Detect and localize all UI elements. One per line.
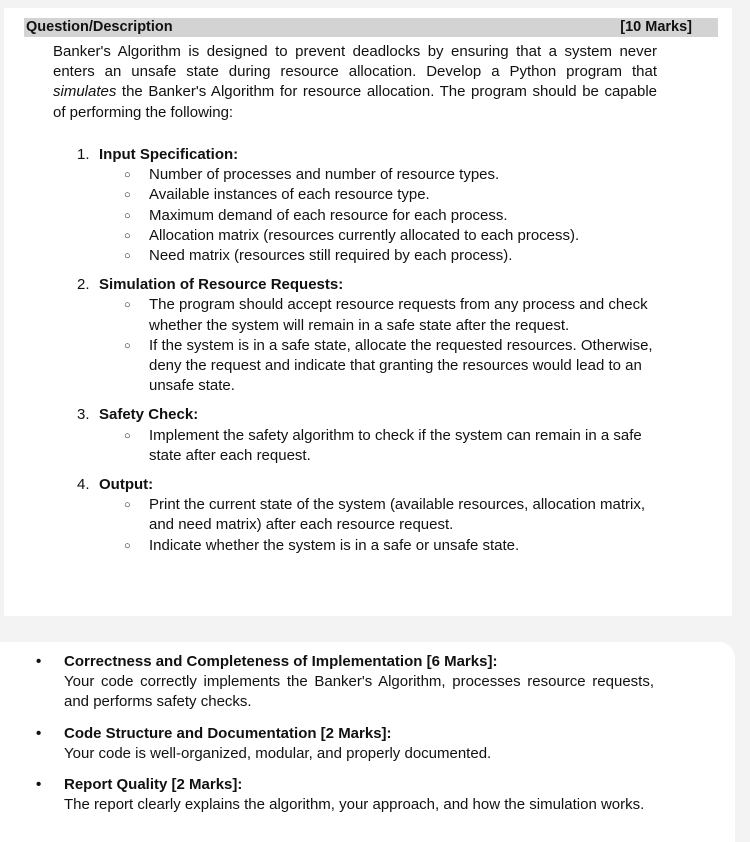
list-item (77, 426, 667, 466)
circle-bullet-icon: ○ (124, 299, 131, 312)
list-item-text: Available instances of each resource type. (149, 186, 430, 204)
criterion-description: Your code correctly implements the Banker's Algorithm, processes resource requests, and performs safety checks. (64, 673, 654, 711)
circle-bullet-icon: ○ (124, 499, 131, 512)
intro-text: Banker's Algorithm is designed to prevent deadlocks by ensuring that a system never enters an unsafe state during resource allocation. Develop a Python program that (53, 43, 657, 81)
list-item-text: Implement the safety algorithm to check if the system can remain in a safe state after each request. (149, 426, 642, 464)
section-title (77, 405, 667, 425)
criterion-title: Correctness and Completeness of Implementation [6 Marks]: (64, 653, 498, 670)
list-item-text: Print the current state of the system (available resources, allocation matrix, and need matrix) after each resource request. (149, 496, 646, 534)
section-4 (77, 475, 667, 556)
criterion-item (0, 652, 654, 713)
circle-bullet-icon: ○ (124, 169, 131, 182)
criteria-list (0, 652, 735, 826)
criterion-description: Your code is well-organized, modular, and properly documented. (64, 744, 492, 762)
question-header (24, 18, 718, 37)
list-item (77, 246, 667, 266)
list-item (77, 495, 667, 535)
list-item (77, 336, 667, 397)
circle-bullet-icon: ○ (124, 539, 131, 552)
bullet-icon: • (36, 776, 42, 794)
circle-bullet-icon: ○ (124, 429, 131, 442)
question-title: Question/Description (26, 19, 173, 35)
intro-paragraph (53, 42, 657, 123)
list-item-text: The program should accept resource requests from any process and check whether the system will remain in a safe state after the request. (149, 296, 648, 334)
section-number: 1. (77, 146, 90, 163)
requirements-list (77, 145, 667, 565)
list-item-text: Indicate whether the system is in a safe or unsafe state. (149, 536, 520, 554)
list-item-text: If the system is in a safe state, allocate the requested resources. Otherwise, deny the request and indicate that granting the resources would lead to an unsafe state. (149, 336, 653, 395)
section-title (77, 275, 667, 295)
bullet-icon: • (36, 653, 42, 670)
circle-bullet-icon: ○ (124, 189, 131, 202)
list-item-text: Maximum demand of each resource for each process. (149, 206, 508, 224)
section-title-text: Input Specification: (99, 146, 239, 163)
criterion-item (0, 775, 654, 815)
section-2 (77, 275, 667, 396)
criterion-item (0, 724, 654, 764)
list-item (77, 206, 667, 226)
section-title-text: Safety Check: (99, 406, 199, 424)
criterion-title: Report Quality [2 Marks]: (64, 776, 243, 794)
marking-criteria-card (0, 642, 735, 842)
section-title-text: Output: (99, 476, 154, 494)
section-number: 4. (77, 476, 90, 494)
section-title (77, 145, 667, 165)
question-card (4, 8, 732, 616)
section-title (77, 475, 667, 495)
list-item-text: Allocation matrix (resources currently allocated to each process). (149, 226, 580, 244)
list-item-text: Number of processes and number of resource types. (149, 166, 500, 184)
circle-bullet-icon: ○ (124, 209, 131, 222)
criterion-title: Code Structure and Documentation [2 Marks]: (64, 724, 392, 742)
list-item (77, 185, 667, 205)
section-title-text: Simulation of Resource Requests: (99, 276, 344, 294)
question-marks: [10 Marks] (620, 19, 692, 35)
circle-bullet-icon: ○ (124, 339, 131, 352)
section-number: 3. (77, 406, 90, 424)
bullet-icon: • (36, 724, 42, 742)
list-item (77, 226, 667, 246)
circle-bullet-icon: ○ (124, 250, 131, 263)
section-3 (77, 405, 667, 466)
list-item (77, 295, 667, 335)
section-1 (77, 145, 667, 266)
list-item (77, 536, 667, 556)
intro-italic: simulates (53, 83, 117, 101)
circle-bullet-icon: ○ (124, 229, 131, 242)
list-item-text: Need matrix (resources still required by each process). (149, 247, 513, 265)
intro-text-end: the Banker's Algorithm for resource allocation. The program should be capable of performing the following: (53, 83, 657, 121)
list-item (77, 165, 667, 185)
criterion-description: The report clearly explains the algorithm, your approach, and how the simulation works. (64, 796, 645, 814)
section-number: 2. (77, 276, 90, 294)
